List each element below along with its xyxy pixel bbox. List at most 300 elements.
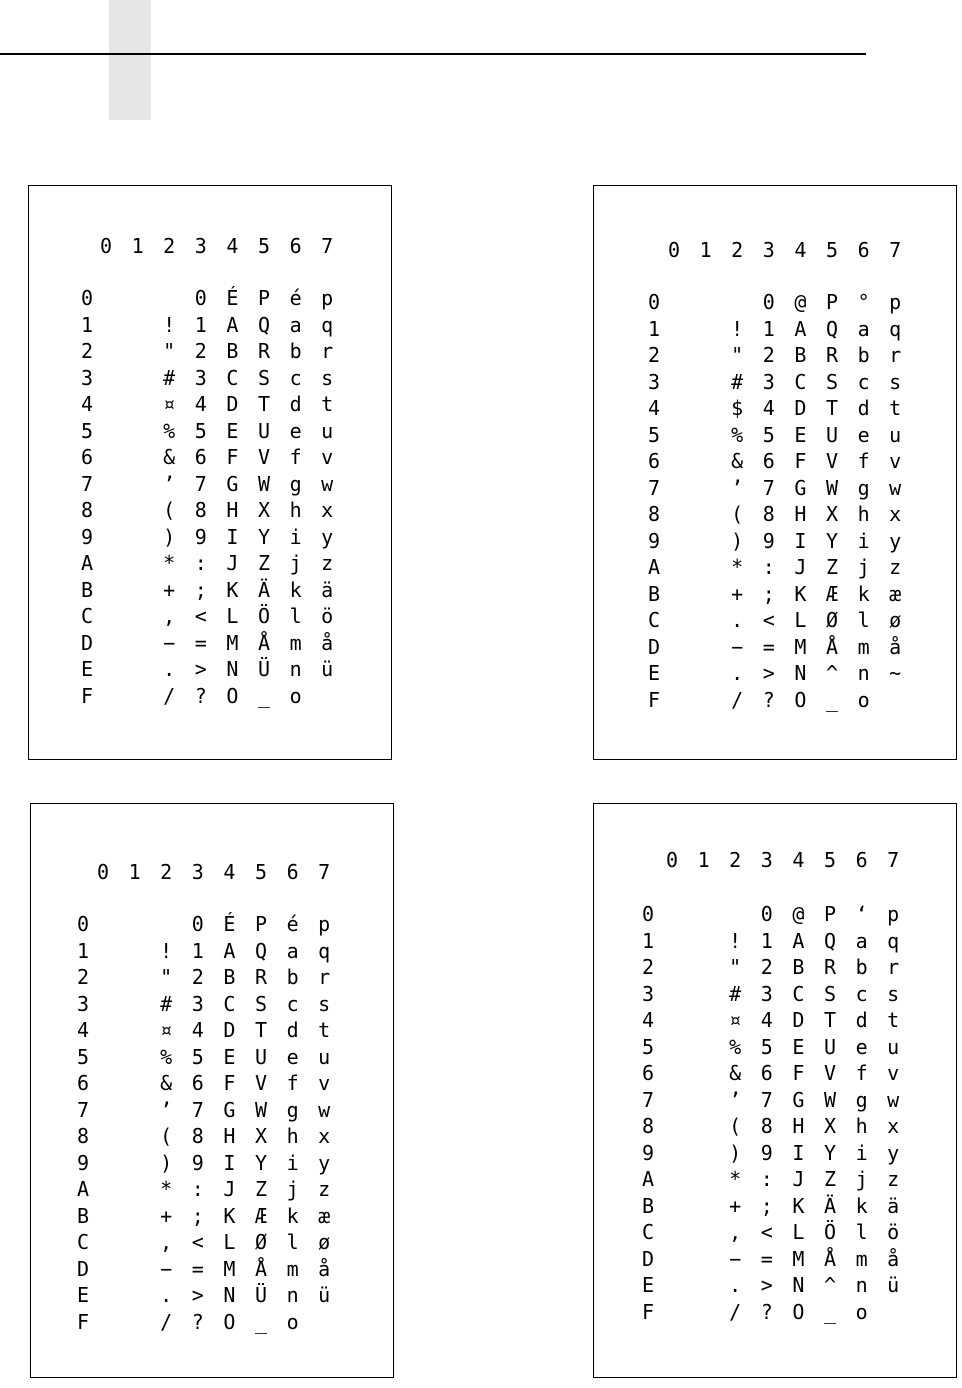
- character-cell: ö: [321, 604, 334, 628]
- character-cell: 8: [191, 1124, 204, 1148]
- character-cell: u: [889, 422, 902, 447]
- row-label: A: [81, 551, 94, 575]
- character-cell: K: [792, 1193, 805, 1218]
- character-cell: K: [794, 581, 807, 606]
- character-cell: 0: [760, 902, 773, 926]
- character-cell: y: [887, 1140, 900, 1165]
- character-cell: (: [731, 502, 744, 526]
- character-cell: °: [857, 290, 870, 314]
- character-cell: ’: [163, 471, 176, 496]
- character-cell: I: [794, 528, 807, 553]
- character-cell: Æ: [825, 581, 839, 606]
- character-cell: F: [226, 445, 239, 469]
- character-table-4: [593, 803, 957, 1378]
- character-cell: +: [163, 577, 176, 602]
- row-label: C: [77, 1230, 90, 1254]
- row-label: B: [81, 577, 94, 602]
- character-cell: i: [286, 1150, 299, 1175]
- column-header: 7: [889, 238, 902, 262]
- character-cell: 9: [760, 1140, 773, 1165]
- row-label: C: [81, 604, 94, 628]
- character-cell: ?: [762, 687, 775, 712]
- character-cell: V: [254, 1071, 268, 1095]
- character-cell: D: [794, 396, 807, 420]
- character-cell: l: [286, 1230, 299, 1254]
- header-rule: [0, 53, 866, 55]
- character-cell: O: [792, 1299, 805, 1324]
- character-cell: >: [194, 657, 207, 681]
- character-cell: S: [257, 365, 271, 390]
- character-cell: 3: [191, 991, 204, 1016]
- row-label: 9: [642, 1140, 655, 1165]
- character-cell: o: [857, 687, 870, 712]
- column-header: 3: [762, 238, 775, 262]
- character-cell: O: [223, 1309, 236, 1334]
- character-cell: i: [855, 1140, 868, 1165]
- character-cell: t: [318, 1018, 331, 1042]
- character-cell: d: [289, 392, 302, 416]
- character-cell: K: [223, 1203, 236, 1228]
- character-cell: Å: [254, 1256, 268, 1281]
- character-cell: 9: [762, 528, 775, 553]
- character-cell: 2: [762, 343, 775, 367]
- character-cell: _: [254, 1309, 268, 1334]
- row-label: 7: [642, 1087, 655, 1112]
- character-cell: U: [823, 1034, 837, 1059]
- character-cell: s: [889, 369, 902, 394]
- character-cell: t: [321, 392, 334, 416]
- character-cell: u: [318, 1044, 331, 1069]
- row-label: 2: [77, 965, 90, 989]
- character-cell: J: [794, 555, 807, 579]
- row-label: F: [77, 1309, 90, 1334]
- character-cell: a: [289, 312, 302, 337]
- character-cell: Z: [257, 551, 271, 575]
- character-cell: *: [731, 555, 744, 579]
- character-cell: L: [792, 1220, 805, 1244]
- character-cell: Z: [254, 1177, 268, 1201]
- character-cell: s: [887, 981, 900, 1006]
- character-cell: +: [160, 1203, 173, 1228]
- character-cell: k: [286, 1203, 299, 1228]
- row-label: C: [648, 608, 661, 632]
- character-cell: j: [286, 1177, 299, 1201]
- row-label: 6: [81, 445, 94, 469]
- character-cell: E: [794, 422, 807, 447]
- character-cell: P: [257, 286, 271, 310]
- character-cell: E: [223, 1044, 236, 1069]
- character-cell: f: [289, 445, 302, 469]
- header-tab-block: [109, 0, 151, 120]
- character-cell: C: [223, 991, 236, 1016]
- character-cell: 6: [191, 1071, 204, 1095]
- character-cell: Q: [257, 312, 271, 337]
- character-cell: H: [223, 1124, 236, 1148]
- character-cell: .: [731, 661, 744, 685]
- character-table-2: [593, 185, 957, 760]
- row-label: D: [77, 1256, 90, 1281]
- character-cell: t: [887, 1008, 900, 1032]
- column-header: 2: [160, 860, 173, 884]
- character-cell: ;: [762, 581, 775, 606]
- character-cell: :: [194, 551, 207, 575]
- character-cell: 5: [191, 1044, 204, 1069]
- row-label: 8: [648, 502, 661, 526]
- character-cell: 3: [762, 369, 775, 394]
- character-cell: 8: [194, 498, 207, 522]
- character-cell: ’: [731, 475, 744, 500]
- character-cell: ?: [194, 683, 207, 708]
- row-label: 0: [77, 912, 90, 936]
- character-cell: R: [254, 965, 268, 989]
- character-cell: .: [729, 1273, 742, 1297]
- character-cell: Ö: [823, 1220, 837, 1244]
- character-cell: o: [286, 1309, 299, 1334]
- column-header: 1: [131, 234, 144, 258]
- character-cell: ,: [160, 1230, 173, 1254]
- character-cell: e: [289, 418, 302, 443]
- row-label: 4: [81, 392, 94, 416]
- character-cell: r: [887, 955, 900, 979]
- column-header: 6: [855, 848, 868, 872]
- row-label: 9: [77, 1150, 90, 1175]
- column-header: 4: [223, 860, 236, 884]
- character-cell: R: [823, 955, 837, 979]
- character-cell: R: [825, 343, 839, 367]
- row-label: 8: [81, 498, 94, 522]
- character-cell: 2: [194, 339, 207, 363]
- character-cell: W: [254, 1097, 268, 1122]
- character-cell: @: [792, 902, 805, 926]
- character-cell: w: [889, 475, 902, 500]
- row-label: 6: [642, 1061, 655, 1085]
- character-cell: b: [857, 343, 870, 367]
- character-cell: D: [226, 392, 239, 416]
- row-label: A: [642, 1167, 655, 1191]
- character-cell: ø: [889, 608, 902, 632]
- row-label: E: [648, 661, 661, 685]
- row-label: 7: [648, 475, 661, 500]
- character-cell: T: [823, 1008, 837, 1032]
- row-label: 3: [642, 981, 655, 1006]
- character-cell: y: [321, 524, 334, 549]
- column-header: 6: [857, 238, 870, 262]
- character-cell: ’: [160, 1097, 173, 1122]
- row-label: 5: [642, 1034, 655, 1059]
- character-cell: ): [729, 1140, 742, 1165]
- column-header: 6: [286, 860, 299, 884]
- character-cell: .: [160, 1283, 173, 1307]
- character-cell: ’: [729, 1087, 742, 1112]
- character-cell: f: [286, 1071, 299, 1095]
- row-label: 7: [77, 1097, 90, 1122]
- character-cell: X: [825, 502, 839, 526]
- column-header: 2: [163, 234, 176, 258]
- character-cell: m: [857, 634, 870, 659]
- row-label: C: [642, 1220, 655, 1244]
- character-cell: i: [289, 524, 302, 549]
- column-header: 0: [99, 234, 113, 258]
- row-label: 3: [648, 369, 661, 394]
- character-cell: É: [223, 912, 236, 936]
- character-cell: ": [731, 343, 744, 367]
- row-label: 2: [648, 343, 661, 367]
- character-cell: p: [318, 912, 331, 936]
- character-cell: Ø: [825, 608, 839, 632]
- character-cell: ;: [194, 577, 207, 602]
- character-cell: N: [792, 1273, 805, 1297]
- row-label: 4: [77, 1018, 90, 1042]
- row-label: 7: [81, 471, 94, 496]
- character-cell: u: [887, 1034, 900, 1059]
- character-cell: c: [289, 365, 302, 390]
- character-cell: r: [321, 339, 334, 363]
- character-cell: I: [792, 1140, 805, 1165]
- character-cell: g: [289, 471, 302, 496]
- character-cell: U: [254, 1044, 268, 1069]
- character-cell: ,: [729, 1220, 742, 1244]
- character-cell: −: [160, 1256, 173, 1281]
- column-header: 1: [699, 238, 712, 262]
- column-header: 1: [697, 848, 710, 872]
- character-cell: h: [855, 1114, 868, 1138]
- character-cell: 5: [760, 1034, 773, 1059]
- character-cell: P: [254, 912, 268, 936]
- character-cell: q: [321, 312, 334, 337]
- character-cell: =: [762, 634, 775, 659]
- character-cell: ^: [823, 1273, 837, 1297]
- character-cell: b: [855, 955, 868, 979]
- character-cell: n: [286, 1283, 299, 1307]
- row-label: D: [642, 1246, 655, 1271]
- character-cell: ¤: [163, 392, 176, 416]
- character-cell: y: [889, 528, 902, 553]
- character-cell: Ü: [257, 657, 271, 681]
- row-label: 6: [77, 1071, 90, 1095]
- character-cell: Q: [823, 928, 837, 953]
- character-cell: <: [194, 604, 207, 628]
- character-cell: C: [226, 365, 239, 390]
- character-cell: D: [792, 1008, 805, 1032]
- character-cell: p: [887, 902, 900, 926]
- character-cell: R: [257, 339, 271, 363]
- character-cell: .: [163, 657, 176, 681]
- character-cell: #: [160, 991, 173, 1016]
- character-cell: m: [286, 1256, 299, 1281]
- row-label: 0: [648, 290, 661, 314]
- row-label: 9: [648, 528, 661, 553]
- row-label: B: [642, 1193, 655, 1218]
- character-cell: ä: [321, 577, 334, 602]
- character-cell: 6: [194, 445, 207, 469]
- character-cell: &: [731, 449, 744, 473]
- character-cell: v: [318, 1071, 331, 1095]
- character-cell: 8: [760, 1114, 773, 1138]
- character-cell: Ä: [257, 577, 271, 602]
- row-label: 1: [81, 312, 94, 337]
- character-cell: g: [286, 1097, 299, 1122]
- character-cell: n: [855, 1273, 868, 1297]
- character-cell: #: [731, 369, 744, 394]
- character-cell: h: [857, 502, 870, 526]
- row-label: B: [77, 1203, 90, 1228]
- row-label: 0: [642, 902, 655, 926]
- character-cell: Z: [825, 555, 839, 579]
- character-cell: é: [289, 286, 302, 310]
- row-label: 0: [81, 286, 94, 310]
- row-label: E: [642, 1273, 655, 1297]
- character-cell: Q: [254, 938, 268, 963]
- column-header: 7: [321, 234, 334, 258]
- character-cell: <: [191, 1230, 204, 1254]
- character-cell: N: [226, 657, 239, 681]
- character-cell: S: [254, 991, 268, 1016]
- character-cell: j: [857, 555, 870, 579]
- column-header: 3: [191, 860, 204, 884]
- character-cell: −: [163, 630, 176, 655]
- character-cell: ": [729, 955, 742, 979]
- character-cell: d: [286, 1018, 299, 1042]
- character-cell: =: [760, 1246, 773, 1271]
- character-cell: c: [855, 981, 868, 1006]
- character-cell: −: [731, 634, 744, 659]
- row-label: 2: [642, 955, 655, 979]
- character-cell: !: [731, 316, 744, 341]
- character-cell: r: [318, 965, 331, 989]
- character-cell: J: [226, 551, 239, 575]
- character-cell: Y: [254, 1150, 268, 1175]
- character-cell: /: [731, 687, 744, 712]
- character-cell: n: [289, 657, 302, 681]
- row-label: 1: [642, 928, 655, 953]
- character-cell: r: [889, 343, 902, 367]
- character-cell: 4: [762, 396, 775, 420]
- character-cell: L: [223, 1230, 236, 1254]
- character-cell: w: [887, 1087, 900, 1112]
- character-cell: E: [226, 418, 239, 443]
- character-cell: æ: [889, 581, 902, 606]
- character-cell: 4: [760, 1008, 773, 1032]
- column-header: 2: [729, 848, 742, 872]
- character-cell: p: [889, 290, 902, 314]
- character-cell: X: [254, 1124, 268, 1148]
- character-cell: W: [257, 471, 271, 496]
- character-cell: o: [289, 683, 302, 708]
- character-cell: z: [321, 551, 334, 575]
- row-label: 5: [648, 422, 661, 447]
- character-cell: _: [257, 683, 271, 708]
- column-header: 7: [318, 860, 331, 884]
- character-cell: j: [289, 551, 302, 575]
- character-cell: e: [857, 422, 870, 447]
- character-cell: b: [289, 339, 302, 363]
- row-label: A: [648, 555, 661, 579]
- character-cell: w: [318, 1097, 331, 1122]
- column-header: 4: [792, 848, 805, 872]
- character-cell: É: [226, 286, 239, 310]
- row-label: E: [81, 657, 94, 681]
- character-cell: K: [226, 577, 239, 602]
- character-cell: m: [855, 1246, 868, 1271]
- row-label: 4: [648, 396, 661, 420]
- character-cell: <: [762, 608, 775, 632]
- character-cell: o: [855, 1299, 868, 1324]
- character-cell: #: [729, 981, 742, 1006]
- character-cell: F: [792, 1061, 805, 1085]
- character-cell: 6: [760, 1061, 773, 1085]
- character-cell: Z: [823, 1167, 837, 1191]
- character-cell: T: [257, 392, 271, 416]
- character-cell: t: [889, 396, 902, 420]
- character-cell: 2: [760, 955, 773, 979]
- character-cell: :: [191, 1177, 204, 1201]
- character-cell: &: [160, 1071, 173, 1095]
- character-cell: ): [731, 528, 744, 553]
- character-cell: V: [823, 1061, 837, 1085]
- character-cell: 2: [191, 965, 204, 989]
- character-cell: M: [226, 630, 239, 655]
- character-cell: P: [823, 902, 837, 926]
- character-cell: ü: [321, 657, 334, 681]
- character-cell: L: [226, 604, 239, 628]
- character-cell: B: [226, 339, 239, 363]
- row-label: B: [648, 581, 661, 606]
- character-cell: A: [226, 312, 239, 337]
- character-cell: ): [160, 1150, 173, 1175]
- character-cell: e: [855, 1034, 868, 1059]
- character-cell: e: [286, 1044, 299, 1069]
- row-label: D: [81, 630, 94, 655]
- character-cell: ä: [887, 1193, 900, 1218]
- character-cell: G: [792, 1087, 805, 1112]
- character-cell: ü: [318, 1283, 331, 1307]
- character-cell: ?: [760, 1299, 773, 1324]
- character-cell: O: [794, 687, 807, 712]
- row-label: 9: [81, 524, 94, 549]
- character-cell: q: [889, 316, 902, 341]
- character-cell: 9: [194, 524, 207, 549]
- character-cell: _: [825, 687, 839, 712]
- character-cell: 1: [762, 316, 775, 341]
- character-cell: I: [223, 1150, 236, 1175]
- character-cell: Å: [257, 630, 271, 655]
- character-cell: #: [163, 365, 176, 390]
- character-cell: P: [825, 290, 839, 314]
- character-cell: Æ: [254, 1203, 268, 1228]
- character-cell: n: [857, 661, 870, 685]
- column-header: 4: [794, 238, 807, 262]
- character-cell: 0: [194, 286, 207, 310]
- character-cell: X: [257, 498, 271, 522]
- character-cell: ~: [889, 661, 902, 685]
- row-label: F: [642, 1299, 655, 1324]
- character-cell: s: [318, 991, 331, 1016]
- column-header: 7: [887, 848, 900, 872]
- character-cell: v: [889, 449, 902, 473]
- character-cell: _: [823, 1299, 837, 1324]
- character-cell: W: [823, 1087, 837, 1112]
- column-header: 3: [194, 234, 207, 258]
- column-header: 0: [665, 848, 679, 872]
- character-cell: M: [223, 1256, 236, 1281]
- character-cell: l: [289, 604, 302, 628]
- character-cell: 6: [762, 449, 775, 473]
- character-cell: O: [226, 683, 239, 708]
- character-cell: ): [163, 524, 176, 549]
- character-cell: %: [731, 422, 744, 447]
- row-label: 2: [81, 339, 94, 363]
- character-cell: x: [321, 498, 334, 522]
